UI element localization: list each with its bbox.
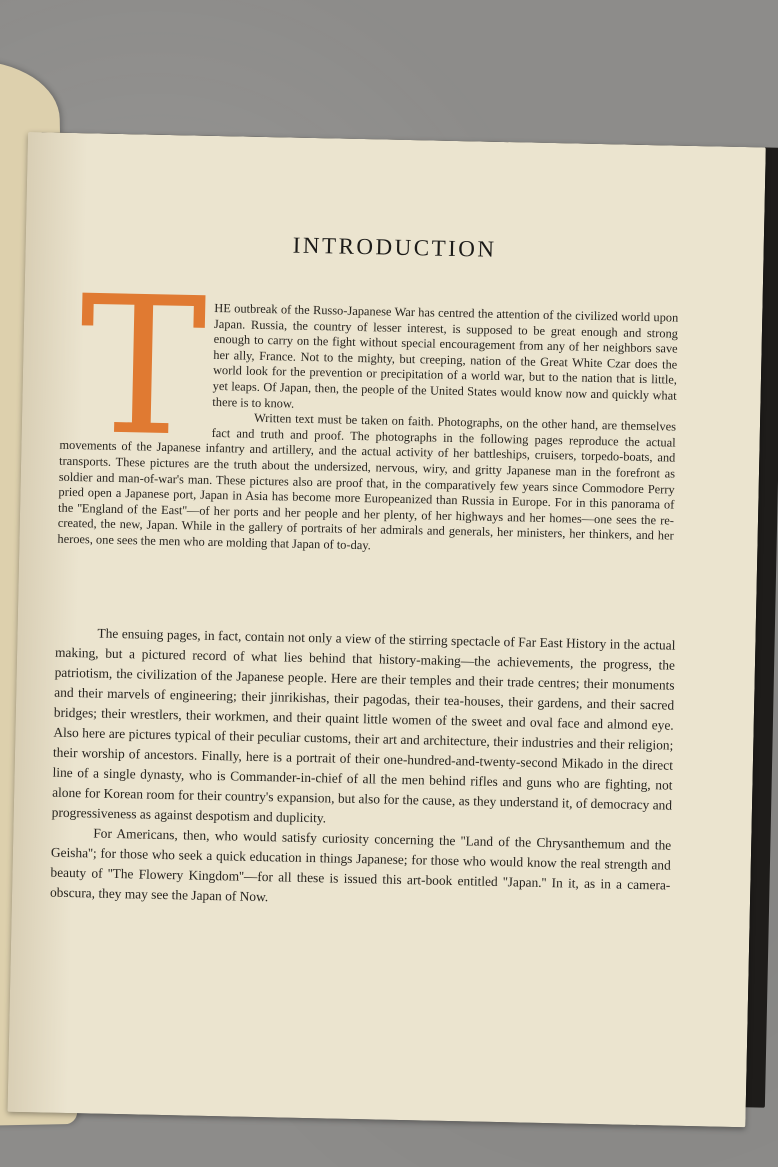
drop-cap-letter: T	[76, 255, 209, 479]
book-page	[7, 132, 765, 1127]
paragraph-3: The ensuing pages, in fact, contain not only a view of the stirring spectacle of Far East History in the actual making, but a pictured record of what lies behind that history-making—the achievements, the progress, the patriotism, the civilization of the Japanese people. Here are their temples and their trade centres; their monuments and their marvels of engineering; their jinrikishas, their pagodas, their tea-houses, their gardens, and their sacred bridges; their wrestlers, their workmen, and their quaint little women of the sweet and oval face and almond eye. Also here are pictures typical of their peculiar customs, their art and architecture, their industries and their religion; their worship of ancestors. Finally, here is a portrait of their one-hundred-and-twenty-second Mikado in the direct line of a single dynasty, who is Commander-in-chief of all the men behind rifles and guns who are fighting, not alone for Korean room for their country's expansion, but also for the cause, as they understand it, of democracy and progressiveness as against despotism and duplicity.	[51, 625, 676, 826]
paragraph-1: HE outbreak of the Russo-Japanese War has centred the attention of the civilized world upon Japan. Russia, the country of lesser interest, is supposed to be great enough and strong enough to carry on the fight without special encouragement from any of her neighbors save her ally, France. Not to the mighty, but creeping, nation of the Great White Czar does the world look for the prevention or precipitation of a world war, but to the nation that is little, yet leaps. Of Japan, then, the people of the United States would know now and quickly what there is to know.	[212, 300, 679, 411]
paragraph-2: Written text must be taken on faith. Photographs, on the other hand, are themselves fact and truth and proof. The photographs in the following pages reproduce the actual movements of the Japanese infantry and artillery, and the actual activity of her battleships, cruisers, torpedo-boats, and transports. These pictures are the truth about the undersized, nervous, wiry, and gritty Japanese man in the forefront as soldier and man-of-war's man. These pictures also are proof that, in the comparatively few years since Commodore Perry pried open a Japanese port, Japan in Asia has become more Europeanized than Russia in Europe. For in this panorama of the ''England of the East''—of her ports and her people and her plenty, of her highways and her homes—one sees the re-created, the new, Japan. While in the gallery of portraits of her admirals and generals, her ministers, her thinkers, and her heroes, one sees the men who are molding that Japan of to-day.	[57, 410, 677, 553]
introduction-upper-text	[57, 298, 678, 560]
page-title: INTRODUCTION	[292, 232, 497, 262]
drop-cap-space	[60, 298, 213, 441]
introduction-lower-text	[50, 623, 676, 916]
paragraph-4: For Americans, then, who would satisfy curiosity concerning the ''Land of the Chrysanthemum and the Geisha''; for those who seek a quick education in things Japanese; for those who would know the real strength and beauty of ''The Flowery Kingdom''—for all these is issued this art-book entitled ''Japan.'' In it, as in a camera-obscura, they may see the Japan of Now.	[49, 825, 672, 905]
